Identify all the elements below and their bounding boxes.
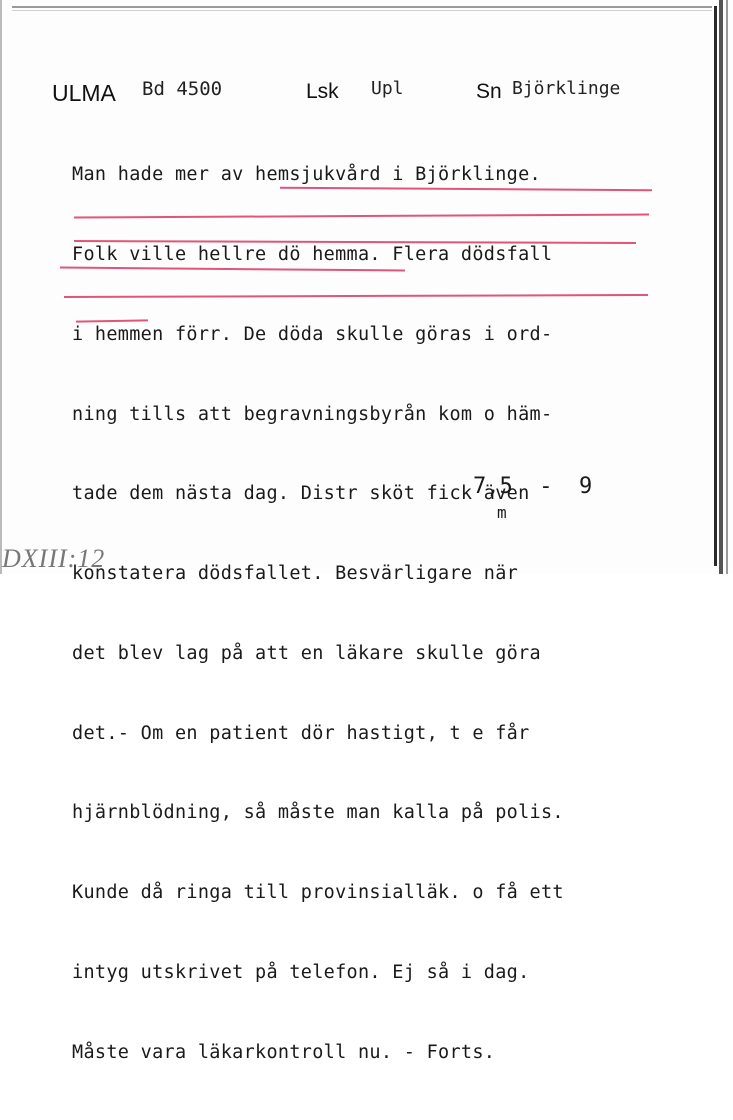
text-line: ning tills att begravningsbyrån kom o häm-: [72, 403, 553, 425]
text-line: Man hade mer av hemsjukvård i Björklinge.: [72, 164, 541, 186]
text-line: intyg utskrivet på telefon. Ej så i dag.: [72, 962, 530, 983]
card-edge-top: [12, 6, 712, 8]
card-text: [72, 109, 712, 1120]
card-edge-right-outer: [726, 0, 728, 574]
text-line: Folk ville hellre dö hemma. Flera dödsfall: [72, 243, 553, 265]
measurement-unit: m: [496, 503, 507, 522]
record-number: Bd 4500: [142, 78, 223, 100]
measurement: [420, 449, 592, 549]
card-edge-left: [0, 0, 2, 574]
card-edge-top-shadow: [12, 10, 712, 11]
landskap-value: Upl: [371, 78, 404, 99]
text-line: det.- Om en patient dör hastigt, t e får: [72, 722, 530, 744]
text-line: Kunde då ringa till provinsialläk. o få ett: [72, 882, 564, 904]
socken-label: Sn: [476, 80, 502, 103]
text-line: konstatera dödsfallet. Besvärligare när: [72, 563, 519, 585]
measurement-value: 7,5 - 9: [472, 474, 593, 499]
archive-stamp: ULMA: [52, 80, 116, 106]
card-edge-right: [714, 6, 717, 566]
text-line: det blev lag på att en läkare skulle göra: [72, 642, 541, 664]
landskap-label: Lsk: [306, 80, 339, 103]
text-line: tade dem nästa dag. Distr sköt fick även: [72, 483, 530, 505]
text-line: i hemmen förr. De döda skulle göras i ord-: [72, 323, 553, 345]
text-line: hjärnblödning, så måste man kalla på polis.: [72, 802, 564, 824]
handwritten-signature: DXIII:12: [2, 544, 106, 573]
card-edge-right-shadow: [719, 0, 723, 574]
text-line: Måste vara läkarkontroll nu. - Forts.: [72, 1041, 496, 1063]
card-header: [52, 78, 672, 110]
socken-value: Björklinge: [512, 78, 621, 99]
